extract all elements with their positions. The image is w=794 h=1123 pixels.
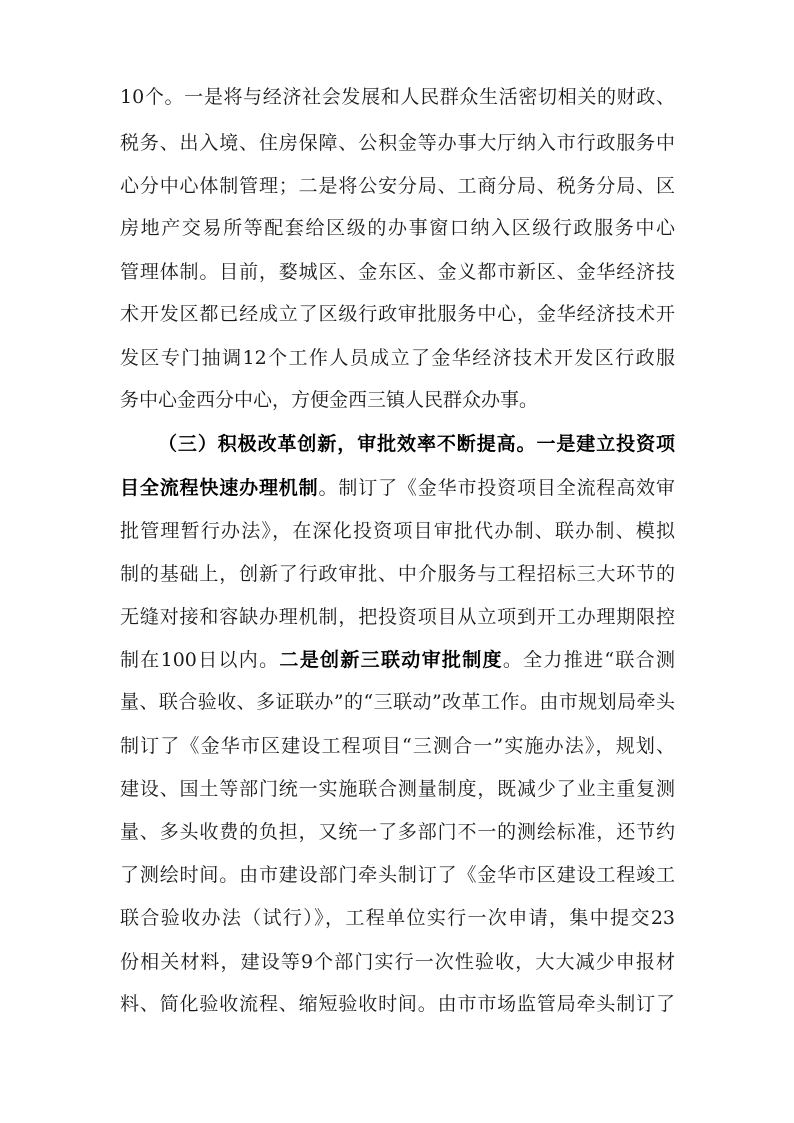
- text-line-2: [120, 125, 675, 161]
- bold-run: 目全流程快速办理机制: [120, 477, 319, 499]
- text-run: 。全力推进“联合测: [502, 649, 675, 671]
- text-line-7: [120, 340, 675, 376]
- text-run: 房地产交易所等配套给区级的办事窗口纳入区级行政服务中心: [120, 217, 675, 239]
- text-run: 管理体制。目前，婺城区、金东区、金义都市新区、金华经济技: [120, 261, 675, 283]
- text-line-10: [120, 470, 675, 506]
- text-run: 无缝对接和容缺办理机制，把投资项目从立项到开工办理期限控: [120, 606, 675, 628]
- text-line-21: [120, 944, 675, 980]
- text-run: 批管理暂行办法》，在深化投资项目审批代办制、联办制、模拟: [120, 520, 675, 542]
- text-line-5: [120, 254, 675, 290]
- text-run: 建设、国土等部门统一实施联合测量制度，既减少了业主重复测: [120, 778, 675, 800]
- section-heading: （三）积极改革创新，审批效率不断提高。一是建立投资项: [158, 433, 675, 455]
- text-line-3: [120, 168, 675, 204]
- text-run: 量、联合验收、多证联办”的“三联动”改革工作。由市规划局牵头: [120, 691, 675, 713]
- text-run: 量、多头收费的负担，又统一了多部门不一的测绘标准，还节约: [120, 821, 675, 843]
- section-heading-line: [158, 426, 675, 462]
- text-line-19: [120, 857, 675, 893]
- text-line-11: [120, 513, 675, 549]
- text-run: 10个。一是将与经济社会发展和人民群众生活密切相关的财政、: [120, 86, 675, 108]
- text-line-12: [120, 556, 675, 592]
- text-line-13: [120, 599, 675, 635]
- text-run: 份相关材料，建设等9个部门实行一次性验收，大大减少申报材: [120, 951, 675, 973]
- text-run: 心分中心体制管理；二是将公安分局、工商分局、税务分局、区: [120, 175, 675, 197]
- text-run: 联合验收办法（试行）》，工程单位实行一次申请，集中提交23: [120, 907, 675, 929]
- text-run: 税务、出入境、住房保障、公积金等办事大厅纳入市行政服务中: [120, 132, 675, 154]
- text-run: 务中心金西分中心，方便金西三镇人民群众办事。: [120, 389, 539, 411]
- text-line-16: [120, 728, 675, 764]
- text-run: 料、简化验收流程、缩短验收时间。由市市场监管局牵头制订了: [120, 993, 675, 1015]
- text-line-4: [120, 210, 675, 246]
- text-run: 制订了《金华市区建设工程项目“三测合一”实施办法》，规划、: [120, 735, 675, 757]
- text-line-18: [120, 814, 675, 850]
- text-line-8: [120, 382, 675, 418]
- text-run: 发区专门抽调12个工作人员成立了金华经济技术开发区行政服: [120, 347, 675, 369]
- text-line-20: [120, 900, 675, 936]
- text-line-14: [120, 642, 675, 678]
- text-line-22: [120, 986, 675, 1022]
- text-line-6: [120, 296, 675, 332]
- text-line-1: [120, 79, 675, 115]
- text-run: 制在100日以内。: [120, 649, 280, 671]
- text-line-17: [120, 771, 675, 807]
- text-run: 制的基础上，创新了行政审批、中介服务与工程招标三大环节的: [120, 563, 675, 585]
- text-line-15: [120, 684, 675, 720]
- text-run: 。制订了《金华市投资项目全流程高效审: [318, 477, 675, 499]
- bold-run: 二是创新三联动审批制度: [279, 649, 503, 671]
- text-run: 术开发区都已经成立了区级行政审批服务中心，金华经济技术开: [120, 303, 675, 325]
- text-run: 了测绘时间。由市建设部门牵头制订了《金华市区建设工程竣工: [120, 864, 675, 886]
